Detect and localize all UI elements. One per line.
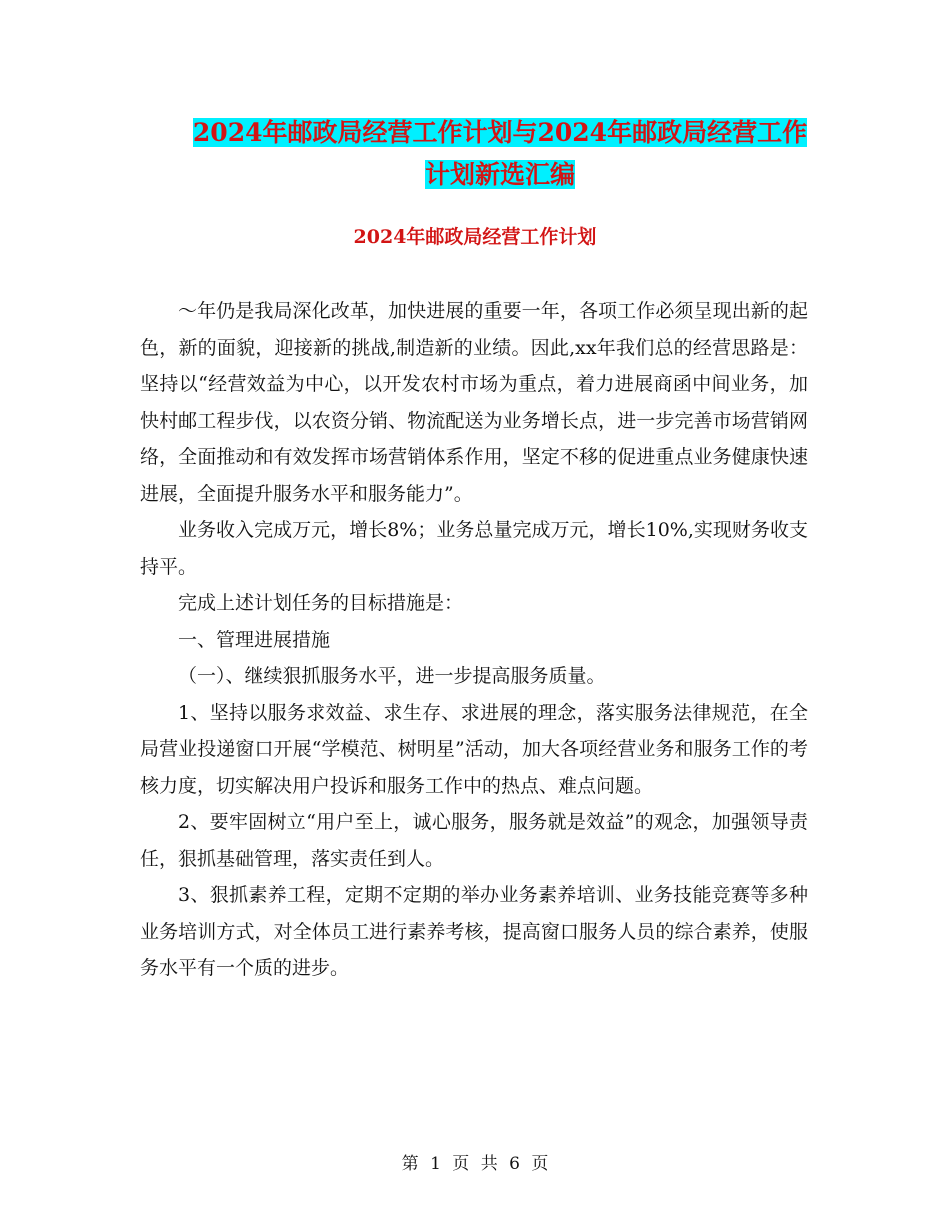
title-line-2: 计划新选汇编 [424, 160, 575, 189]
subheading-service-quality: （一）、继续狠抓服务水平，进一步提高服务质量。 [178, 665, 606, 687]
page-footer: 第 1 页 共 6 页 [401, 1154, 549, 1174]
document-body [140, 293, 808, 987]
paragraph-item-1: 1、坚持以服务求效益、求生存、求进展的理念，落实服务法律规范，在全局营业投递窗口开展“学模范、树明星”活动，加大各项经营业务和服务工作的考核力度，切实解决用户投诉和服务工作中的热点、难点问题。 [140, 701, 808, 797]
section-title: 2024年邮政局经营工作计划 [353, 226, 597, 248]
title-line-1: 2024年邮政局经营工作计划与2024年邮政局经营工作 [192, 118, 808, 147]
paragraph-item-3: 3、狠抓素养工程，定期不定期的举办业务素养培训、业务技能竞赛等多种业务培训方式，对全体员工进行素养考核，提高窗口服务人员的综合素养，使服务水平有一个质的进步。 [140, 884, 808, 979]
paragraph-targets: 业务收入完成万元，增长8%；业务总量完成万元，增长10%,实现财务收支持平。 [140, 519, 808, 578]
paragraph-measures-intro: 完成上述计划任务的目标措施是： [178, 592, 464, 614]
heading-management-measures: 一、管理进展措施 [178, 628, 331, 651]
paragraph-intro: ～年仍是我局深化改革，加快进展的重要一年，各项工作必须呈现出新的起色，新的面貌，迎接新的挑战,制造新的业绩。因此,xx年我们总的经营思路是：坚持以“经营效益为中心，以开发农村市场为重点，着力进展商函中间业务，加快村邮工程步伐，以农资分销、物流配送为业务增长点，进一步完善市场营销网络，全面推动和有效发挥市场营销体系作用，坚定不移的促进重点业务健康快速进展，全面提升服务水平和服务能力”。 [140, 300, 808, 505]
document-title [130, 112, 870, 196]
paragraph-item-2: 2、要牢固树立“用户至上，诚心服务，服务就是效益”的观念，加强领导责任，狠抓基础管理，落实责任到人。 [140, 811, 808, 870]
